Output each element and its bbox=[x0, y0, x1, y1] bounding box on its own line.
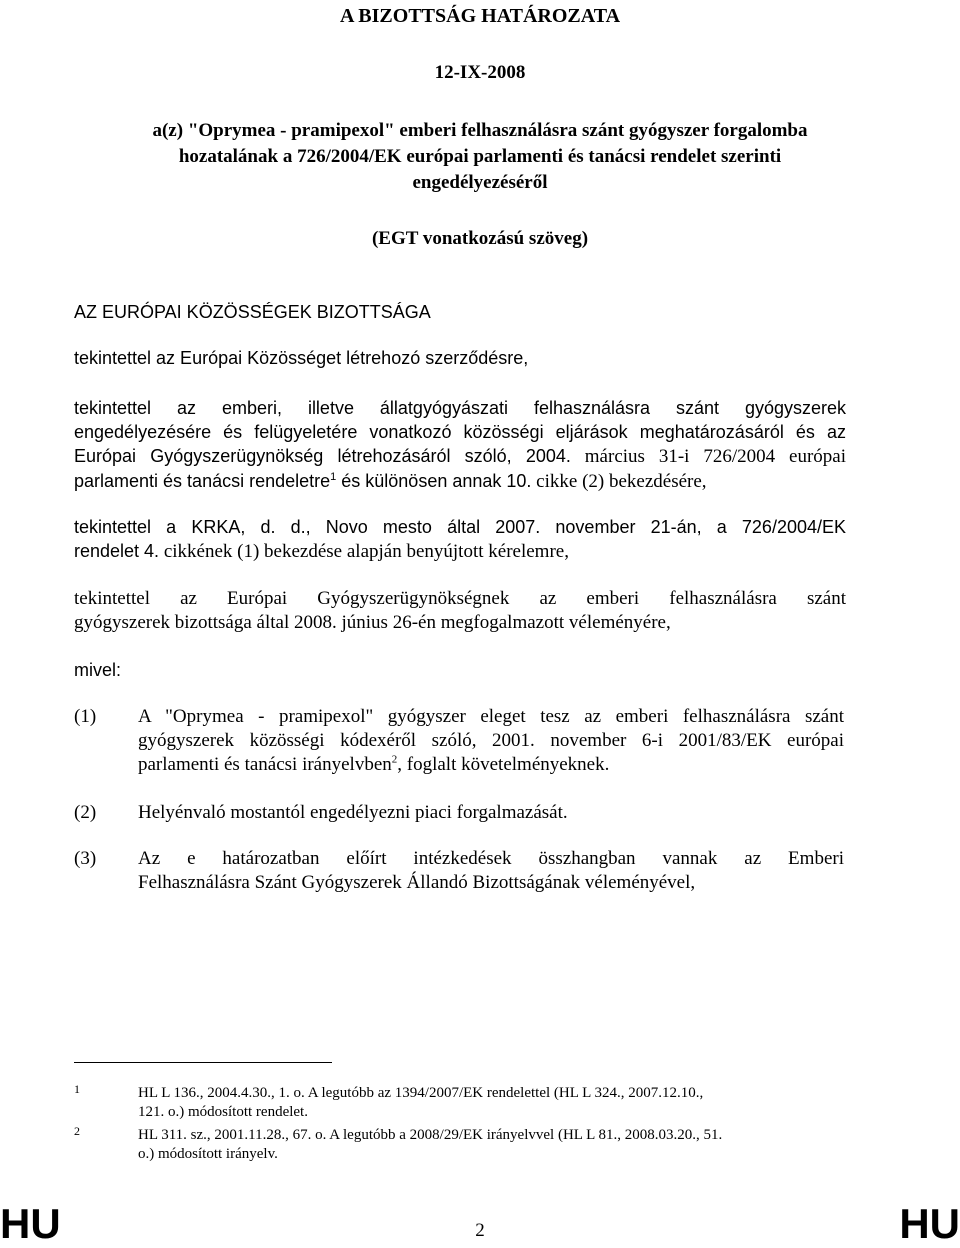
item-line-part: , foglalt követelményeknek. bbox=[397, 754, 610, 775]
whereas-label: mivel: bbox=[74, 660, 122, 680]
subject-line: engedélyezéséről bbox=[412, 172, 548, 193]
item-number: (2) bbox=[74, 802, 97, 823]
footer-language-right: HU bbox=[899, 1200, 960, 1247]
recital-line bbox=[74, 444, 846, 469]
recital-line-serif-part: cikkének (1) bekezdése alapján benyújtott kérelemre, bbox=[159, 541, 569, 562]
recital-line bbox=[74, 469, 846, 494]
footer-language-left: HU bbox=[0, 1200, 61, 1247]
recital-line-serif-part: cikke (2) bekezdésére, bbox=[531, 471, 707, 492]
item-number: (3) bbox=[74, 848, 97, 869]
item-line: gyógyszerek közösségi kódexéről szóló, 2001. november 6-i 2001/83/EK európai bbox=[138, 730, 844, 751]
recital-line-sans-part: parlamenti és tanácsi rendeletre bbox=[74, 471, 331, 491]
subject-line: a(z) "Oprymea - pramipexol" emberi felhasználásra szánt gyógyszer forgalomba bbox=[152, 120, 808, 141]
regulation-recital bbox=[74, 396, 846, 494]
item-number: (1) bbox=[74, 706, 97, 727]
item-line-part: parlamenti és tanácsi irányelvben bbox=[138, 754, 392, 775]
recital-line: engedélyezésére és felügyeletére vonatkozó közösségi eljárások meghatározásáról és az bbox=[74, 422, 846, 442]
item-text bbox=[138, 801, 844, 825]
item-line: A "Oprymea - pramipexol" gyógyszer eleget tesz az emberi felhasználásra szánt bbox=[138, 706, 844, 727]
item-line: Felhasználásra Szánt Gyógyszerek Állandó Bizottságának véleményével, bbox=[138, 872, 696, 893]
footnote-number: 1 bbox=[74, 1082, 80, 1096]
recital-line-sans-part: és különösen annak 10. bbox=[336, 471, 532, 491]
item-text bbox=[138, 847, 844, 895]
footnote-text bbox=[138, 1084, 846, 1122]
item-line: Helyénvaló mostantól engedélyezni piaci forgalmazását. bbox=[138, 802, 568, 823]
recital-line bbox=[74, 539, 846, 564]
recital-line: tekintettel az Európai Gyógyszerügynökségnek az emberi felhasználásra szánt bbox=[74, 588, 846, 609]
footnote-line: HL L 136., 2004.4.30., 1. o. A legutóbb az 1394/2007/EK rendelettel (HL L 324., 2007.12.10., bbox=[138, 1085, 704, 1101]
emea-recital bbox=[74, 587, 846, 635]
treaty-recital: tekintettel az Európai Közösséget létrehozó szerződésre, bbox=[74, 348, 529, 368]
footnote-line: o.) módosított irányelv. bbox=[138, 1146, 278, 1162]
commission-heading: AZ EURÓPAI KÖZÖSSÉGEK BIZOTTSÁGA bbox=[74, 302, 431, 322]
footnote-text bbox=[138, 1126, 846, 1164]
recital-line: gyógyszerek bizottsága által 2008. június 26-én megfogalmazott véleményére, bbox=[74, 612, 671, 633]
recital-line-sans-part: Európai Gyógyszerügynökség létrehozásáról szóló, 2004. bbox=[74, 446, 571, 466]
recital-line: tekintettel az emberi, illetve állatgyógyászati felhasználásra szánt gyógyszerek bbox=[74, 398, 846, 418]
recital-line-sans-part: rendelet 4. bbox=[74, 541, 160, 561]
footnote-ref-2: 2 bbox=[391, 753, 398, 766]
footer-page-number: 2 bbox=[475, 1220, 485, 1241]
document-subject bbox=[82, 118, 878, 196]
subject-line: hozatalának a 726/2004/EK európai parlamenti és tanácsi rendelet szerinti bbox=[178, 146, 782, 167]
document-title: A BIZOTTSÁG HATÁROZATA bbox=[339, 5, 621, 27]
footnote-line: 121. o.) módosított rendelet. bbox=[138, 1104, 308, 1120]
footnote-separator bbox=[74, 1062, 332, 1063]
footnote-ref-1: 1 bbox=[330, 471, 337, 483]
item-text bbox=[138, 705, 844, 777]
recital-line-serif-part: március 31-i 726/2004 európai bbox=[570, 446, 846, 467]
footnote-number: 2 bbox=[74, 1124, 80, 1138]
krka-recital bbox=[74, 515, 846, 564]
item-line: Az e határozatban előírt intézkedések összhangban vannak az Emberi bbox=[138, 848, 844, 869]
document-date: 12-IX-2008 bbox=[434, 62, 526, 83]
eea-relevance: (EGT vonatkozású szöveg) bbox=[371, 228, 589, 249]
item-line bbox=[138, 753, 844, 777]
recital-line: tekintettel a KRKA, d. d., Novo mesto által 2007. november 21-án, a 726/2004/EK bbox=[74, 517, 846, 537]
footnote-line: HL 311. sz., 2001.11.28., 67. o. A legutóbb a 2008/29/EK irányelvvel (HL L 81., 2008.03.20., 51. bbox=[138, 1127, 723, 1143]
